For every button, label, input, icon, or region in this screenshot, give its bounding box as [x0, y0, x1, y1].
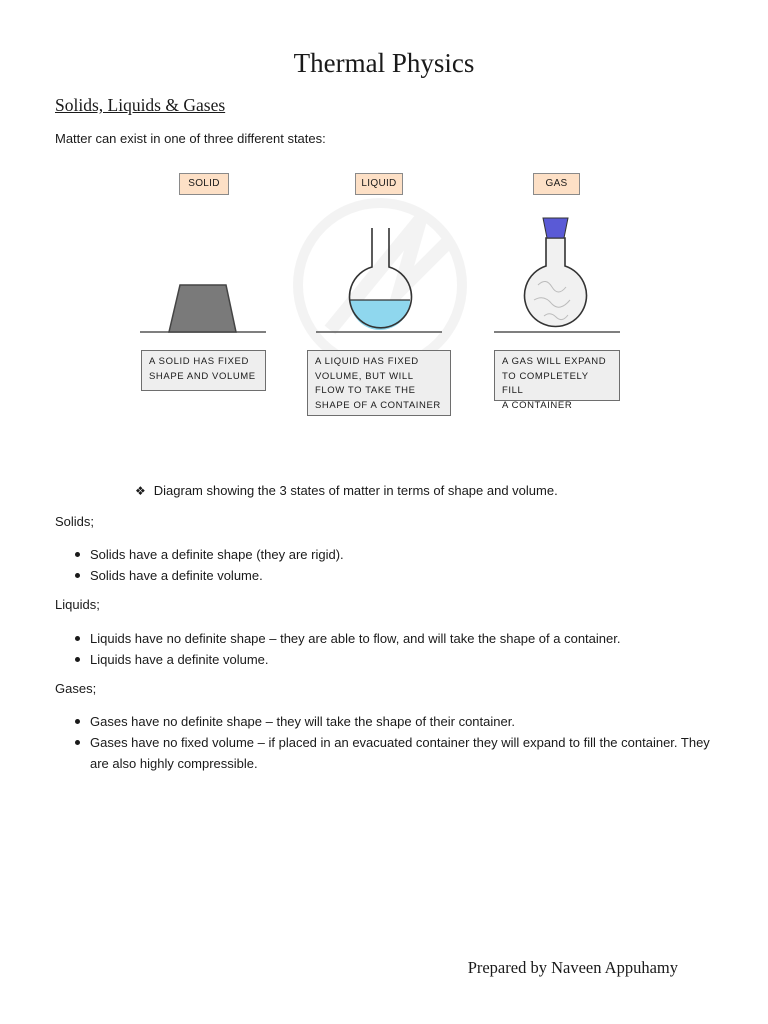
- list-item: Gases have no fixed volume – if placed in an evacuated container they will expand to fill the container. They are also highly compressible.: [0, 732, 730, 774]
- liquid-fill: [350, 300, 410, 330]
- author-footer: Prepared by Naveen Appuhamy: [467, 958, 678, 977]
- caption-text: Diagram showing the 3 states of matter in terms of shape and volume.: [153, 483, 558, 498]
- solids-list: [0, 544, 730, 586]
- gas-stopper: [543, 218, 568, 238]
- intro-text: Matter can exist in one of three different states:: [55, 131, 326, 146]
- page-title: Thermal Physics: [293, 48, 475, 78]
- list-item: Gases have no definite shape – they will take the shape of their container.: [0, 711, 730, 732]
- gas-label: GAS: [533, 173, 580, 195]
- gas-flask: [525, 238, 587, 327]
- solids-heading: Solids;: [55, 514, 95, 529]
- diagram-caption: [135, 483, 558, 498]
- gas-description: A GAS WILL EXPAND TO COMPLETELY FILL A CONTAINER: [494, 350, 620, 401]
- watermark-logo: [298, 203, 462, 367]
- gases-heading: Gases;: [55, 681, 97, 696]
- liquid-description: A LIQUID HAS FIXED VOLUME, BUT WILL FLOW TO TAKE THE SHAPE OF A CONTAINER: [307, 350, 451, 416]
- list-item: Liquids have a definite volume.: [0, 649, 730, 670]
- liquid-label: LIQUID: [355, 173, 403, 195]
- liquids-heading: Liquids;: [55, 597, 100, 612]
- solid-block: [169, 285, 236, 332]
- list-item: Solids have a definite volume.: [0, 565, 730, 586]
- solid-description: A SOLID HAS FIXED SHAPE AND VOLUME: [141, 350, 266, 391]
- caption-bullet-icon: ❖: [135, 484, 146, 498]
- gases-list: [0, 711, 730, 774]
- solid-label: SOLID: [179, 173, 229, 195]
- list-item: Solids have a definite shape (they are rigid).: [0, 544, 730, 565]
- list-item: Liquids have no definite shape – they are able to flow, and will take the shape of a container.: [0, 628, 730, 649]
- liquids-list: [0, 628, 730, 670]
- section-heading: Solids, Liquids & Gases: [55, 95, 226, 115]
